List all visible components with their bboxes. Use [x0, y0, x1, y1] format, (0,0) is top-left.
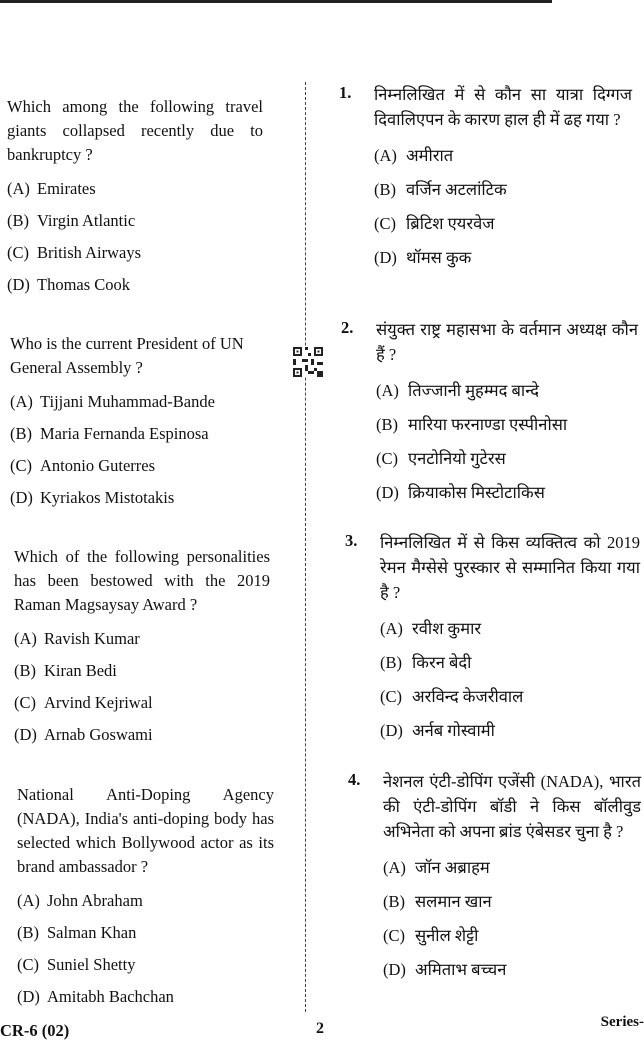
- option-c: (C) एनटोनियो गुटेरस: [376, 449, 506, 468]
- question-text: निम्नलिखित में से किस व्यक्तित्व को 2019 रेमन मैग्सेसे पुरस्कार से सम्मानित किया गया है ?: [380, 533, 640, 602]
- option-a: (A) रवीश कुमार: [380, 619, 482, 638]
- option-c: (C) ब्रिटिश एयरवेज: [374, 214, 495, 233]
- option-c: (C) अरविन्द केजरीवाल: [380, 687, 524, 706]
- question-english-2: [10, 332, 267, 508]
- option-b: (B) Kiran Bedi: [14, 661, 117, 680]
- option-d: (D) अमिताभ बच्चन: [383, 960, 507, 979]
- option-d: (D) Arnab Goswami: [14, 725, 153, 744]
- question-text: निम्नलिखित में से कौन सा यात्रा दिग्गज दिवालिएपन के कारण हाल ही में ढह गया ?: [374, 85, 632, 129]
- question-text: संयुक्त राष्ट्र महासभा के वर्तमान अध्यक्ष कौन हैं ?: [376, 320, 638, 364]
- option-d: (D) Amitabh Bachchan: [17, 987, 174, 1006]
- question-english-3: [14, 545, 270, 745]
- option-a: (A) Emirates: [7, 179, 96, 198]
- option-a: (A) अमीरात: [374, 146, 454, 165]
- option-b: (B) किरन बेदी: [380, 653, 472, 672]
- question-text: Who is the current President of UN General Assembly ?: [10, 334, 244, 377]
- column-divider: [305, 82, 306, 1012]
- option-b: (B) Virgin Atlantic: [7, 211, 136, 230]
- option-a: (A) जॉन अब्राहम: [383, 858, 490, 877]
- question-text: National Anti-Doping Agency (NADA), India's anti-doping body has selected which Bollywood actor as its brand ambassador ?: [17, 785, 274, 876]
- question-number: 3.: [345, 531, 358, 550]
- paper-code: CR-6 (02): [0, 1021, 70, 1040]
- question-number: 1.: [339, 83, 352, 102]
- question-text: Which of the following personalities has been bestowed with the 2019 Raman Magsaysay Award ?: [14, 547, 270, 614]
- top-rule: [0, 0, 552, 3]
- option-d: (D) Kyriakos Mistotakis: [10, 488, 175, 507]
- option-b: (B) वर्जिन अटलांटिक: [374, 180, 507, 199]
- question-english-4: [17, 783, 274, 1007]
- option-c: (C) Suniel Shetty: [17, 955, 136, 974]
- option-d: (D) थॉमस कुक: [374, 248, 472, 267]
- option-d: (D) क्रियाकोस मिस्टोटाकिस: [376, 483, 545, 502]
- question-number: 4.: [348, 770, 361, 789]
- option-a: (A) Ravish Kumar: [14, 629, 140, 648]
- series-label: Series-: [600, 1014, 644, 1030]
- option-b: (B) मारिया फरनाण्डा एस्पीनोसा: [376, 415, 568, 434]
- option-a: (A) John Abraham: [17, 891, 143, 910]
- question-hindi-1: [339, 82, 632, 268]
- question-hindi-4: [348, 769, 641, 980]
- option-b: (B) सलमान खान: [383, 892, 492, 911]
- question-number: 2.: [341, 318, 354, 337]
- option-d: (D) अर्नब गोस्वामी: [380, 721, 495, 740]
- option-a: (A) तिज्जानी मुहम्मद बान्दे: [376, 381, 540, 400]
- qr-code-icon: [293, 347, 323, 377]
- question-hindi-2: [341, 317, 638, 503]
- question-english-1: [7, 95, 263, 295]
- page-number: 2: [316, 1020, 324, 1037]
- option-c: (C) सुनील शेट्टी: [383, 926, 479, 945]
- option-d: (D) Thomas Cook: [7, 275, 131, 294]
- option-c: (C) Antonio Guterres: [10, 456, 156, 475]
- option-a: (A) Tijjani Muhammad-Bande: [10, 392, 215, 411]
- option-c: (C) British Airways: [7, 243, 142, 262]
- option-b: (B) Maria Fernanda Espinosa: [10, 424, 209, 443]
- question-text: नेशनल एंटी-डोपिंग एजेंसी (NADA), भारत की एंटी-डोपिंग बॉडी ने किस बॉलीवुड अभिनेता को अपना ब्रांड एंबेसडर चुना है ?: [383, 772, 641, 841]
- question-hindi-3: [345, 530, 640, 741]
- question-text: Which among the following travel giants collapsed recently due to bankruptcy ?: [7, 97, 263, 164]
- option-b: (B) Salman Khan: [17, 923, 137, 942]
- option-c: (C) Arvind Kejriwal: [14, 693, 153, 712]
